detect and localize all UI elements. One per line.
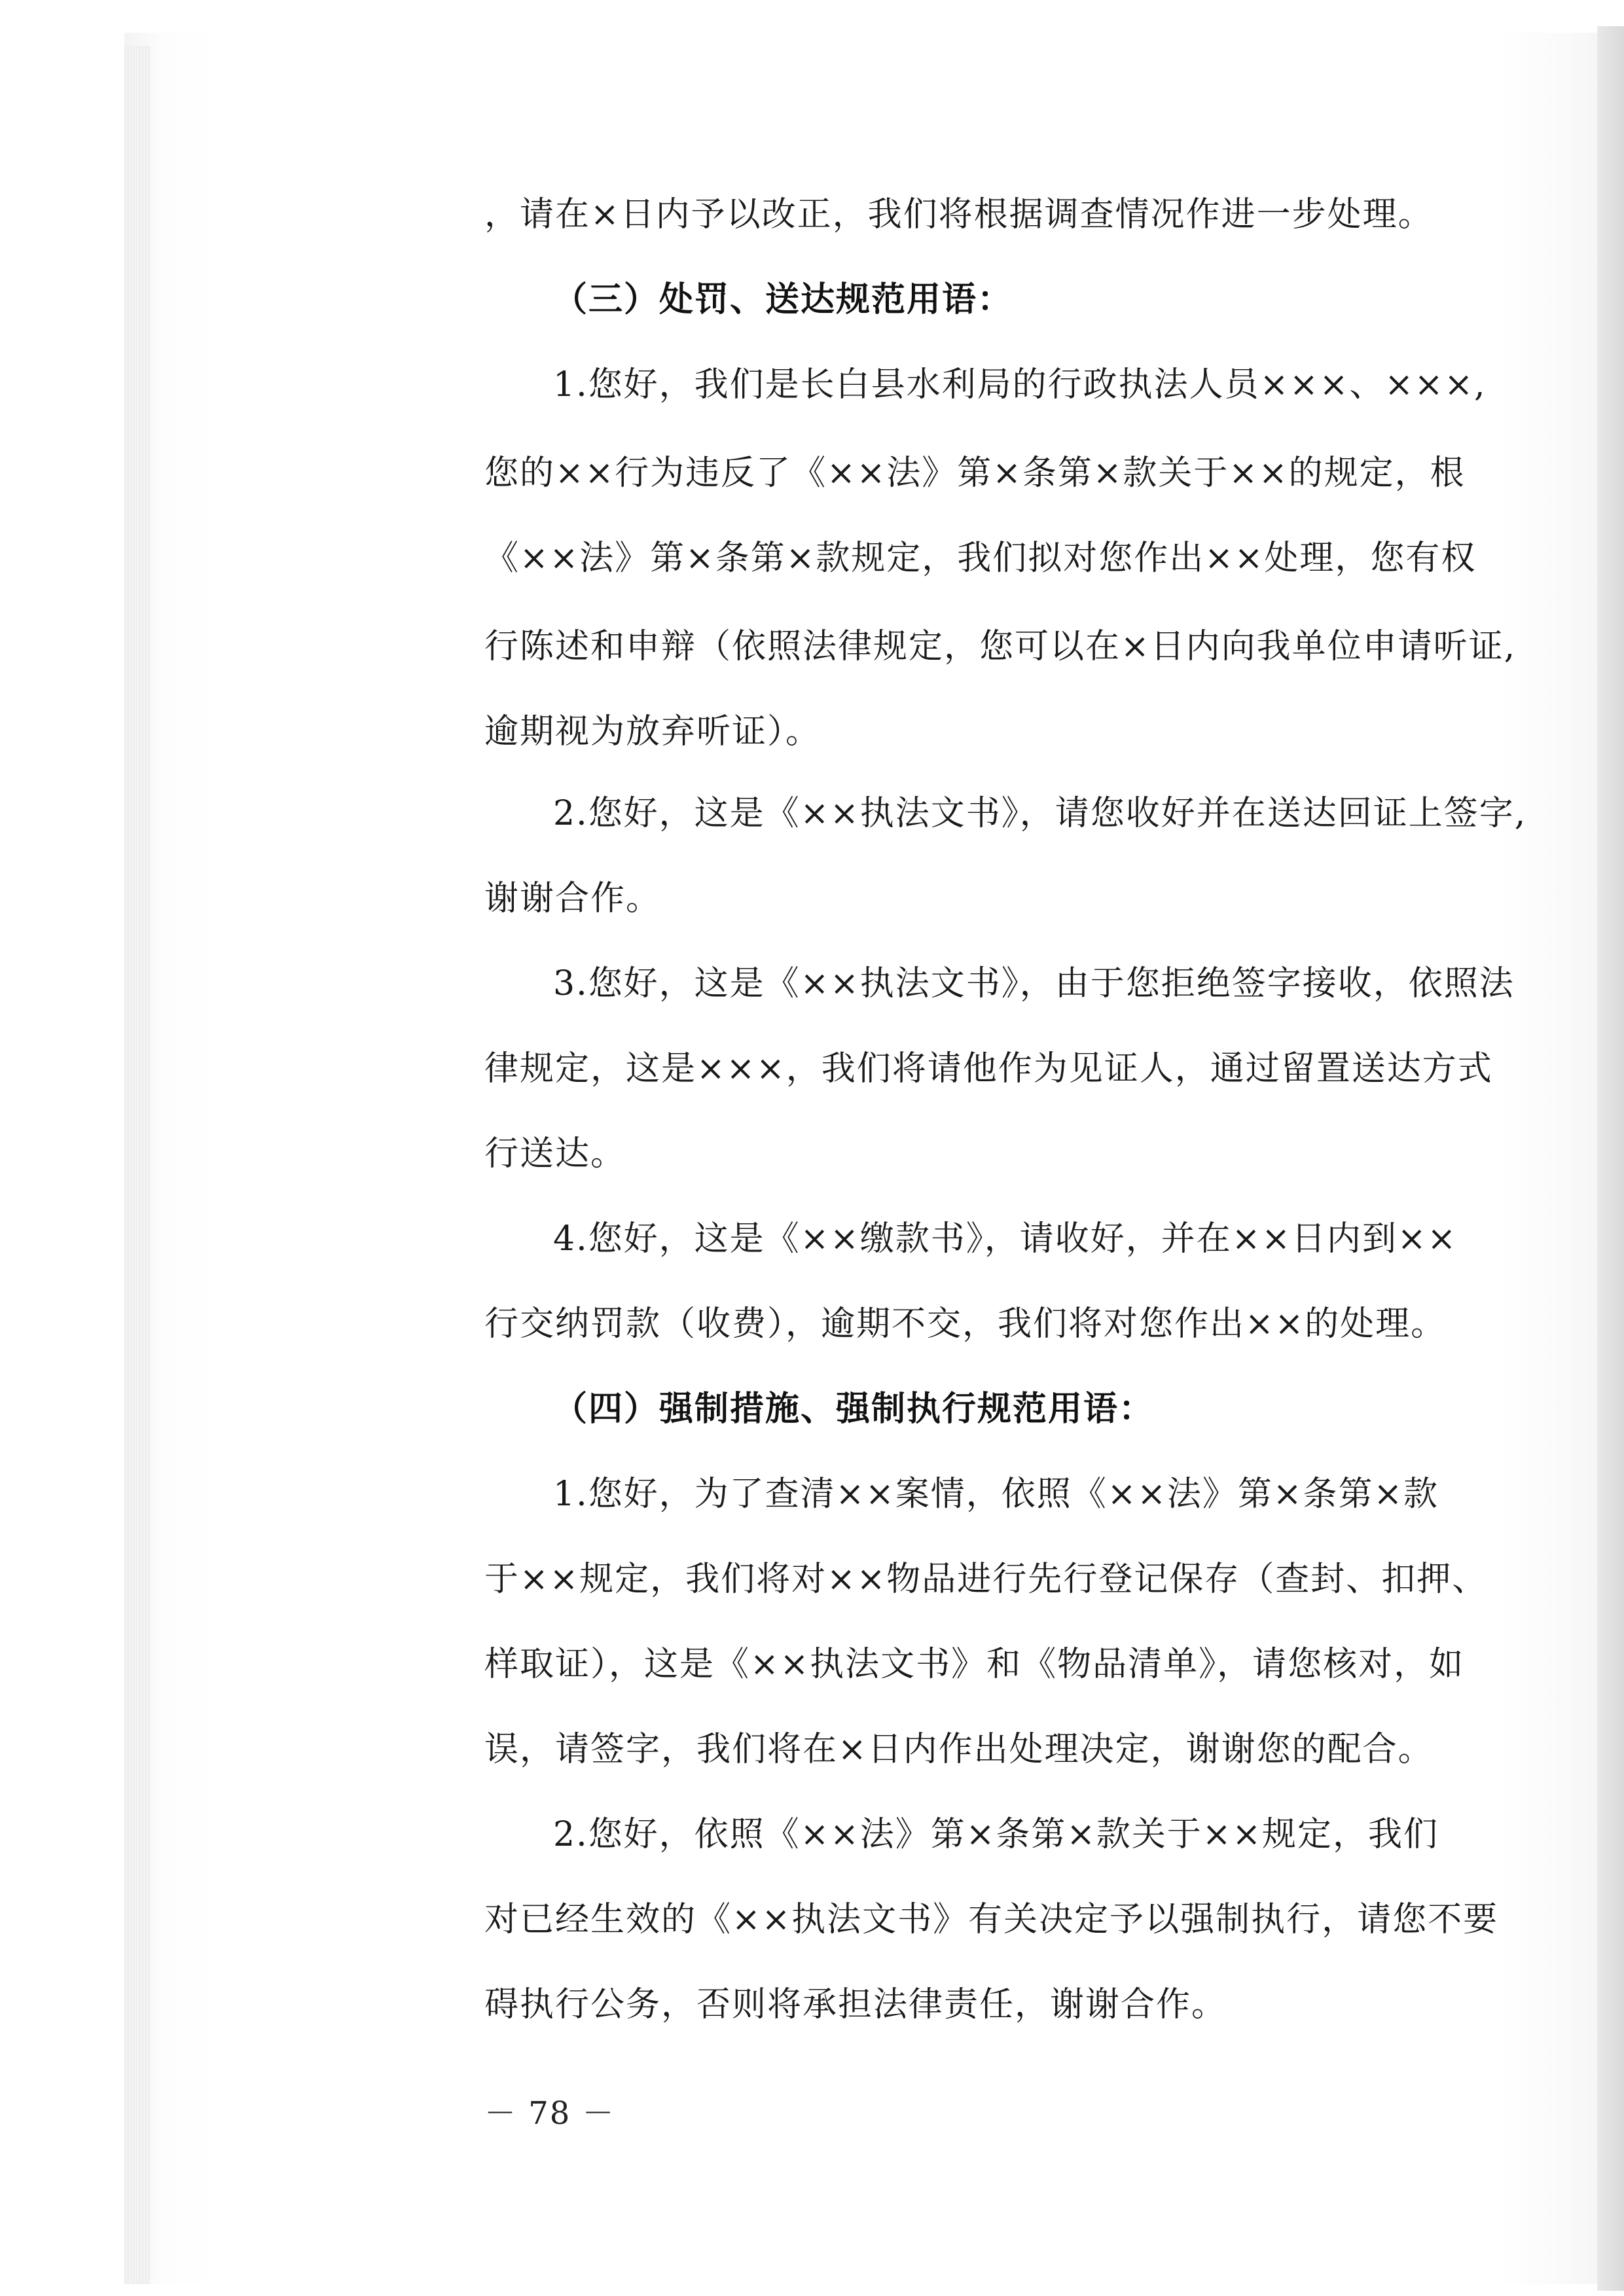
text-line: 于××规定，我们将对××物品进行先行登记保存（查封、扣押、	[484, 1560, 1488, 1599]
text-line: 4.您好，这是《××缴款书》，请收好，并在××日内到××	[553, 1219, 1458, 1259]
section-heading-3: （三）处罚、送达规范用语：	[553, 280, 1013, 319]
text-line: 行交纳罚款（收费），逾期不交，我们将对您作出××的处理。	[484, 1304, 1447, 1344]
text-line: 行陈述和申辩（依照法律规定，您可以在×日内向我单位申请听证,	[484, 627, 1517, 666]
text-line: 行送达。	[484, 1134, 626, 1174]
text-line: 3.您好，这是《××执法文书》，由于您拒绝签字接收，依照法	[553, 964, 1515, 1003]
text-line: 《××法》第×条第×款规定，我们拟对您作出××处理，您有权	[484, 539, 1477, 578]
text-line: 误，请签字，我们将在×日内作出处理决定，谢谢您的配合。	[484, 1730, 1434, 1769]
text-line: 碍执行公务，否则将承担法律责任，谢谢合作。	[484, 1985, 1227, 2024]
section-heading-4: （四）强制措施、强制执行规范用语：	[553, 1390, 1155, 1429]
text-line: ，请在×日内予以改正，我们将根据调查情况作进一步处理。	[484, 195, 1434, 234]
text-line: 逾期视为放弃听证）。	[484, 712, 821, 751]
text-line: 律规定，这是×××，我们将请他作为见证人，通过留置送达方式	[484, 1049, 1493, 1088]
page-number: － 78 －	[484, 2095, 615, 2132]
text-line: 1.您好，我们是长白县水利局的行政执法人员×××、×××,	[553, 365, 1487, 404]
text-line: 2.您好，这是《××执法文书》，请您收好并在送达回证上签字,	[553, 794, 1527, 833]
text-line: 样取证），这是《××执法文书》和《物品清单》，请您核对，如	[484, 1645, 1465, 1684]
text-line: 1.您好，为了查清××案情，依照《××法》第×条第×款	[553, 1475, 1439, 1514]
text-line: 2.您好，依照《××法》第×条第×款关于××规定，我们	[553, 1815, 1439, 1854]
text-line: 您的××行为违反了《××法》第×条第×款关于××的规定，根	[484, 454, 1466, 493]
text-line: 谢谢合作。	[484, 879, 662, 918]
text-line: 对已经生效的《××执法文书》有关决定予以强制执行，请您不要	[484, 1900, 1499, 1939]
